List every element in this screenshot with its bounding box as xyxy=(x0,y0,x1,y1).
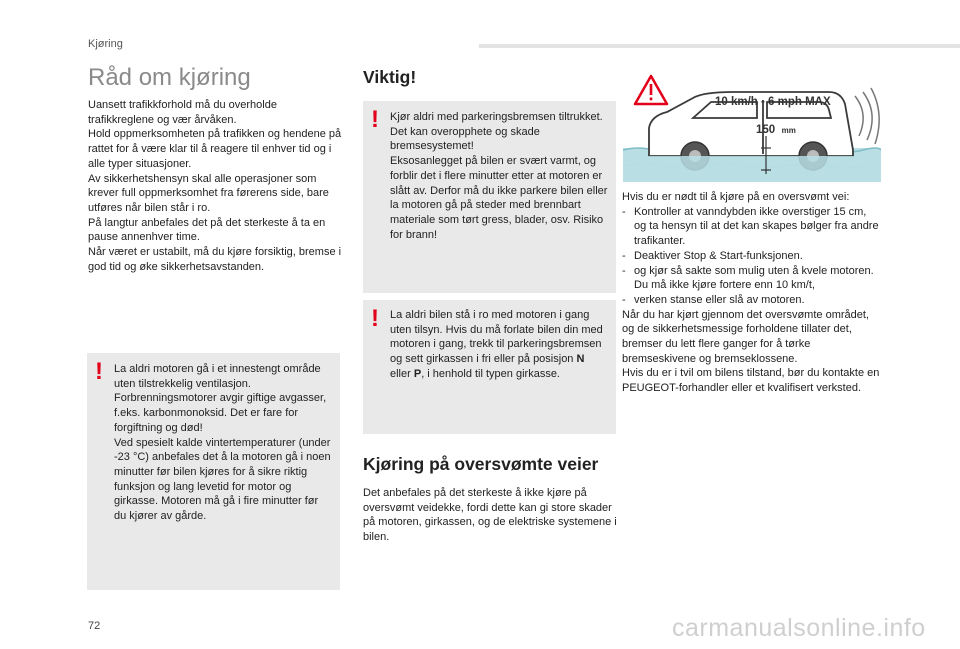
warning-triangle-icon xyxy=(635,76,667,104)
gear-n: N xyxy=(576,353,585,366)
warning-box-engine xyxy=(87,353,340,590)
section-label: Kjøring xyxy=(88,38,123,50)
warning-paragraph: Eksosanlegget på bilen er svært varmt, og forblir det i flere minutter etter at motoren er slått av. Derfor må du ikke parkere bilen eller la motoren gå på steder med brennbart materiale som tørt gress, blader, osv. Risiko for brann! xyxy=(390,155,608,241)
speed-label: 10 km/h - 6 mph MAX xyxy=(715,96,831,108)
list-item: - og kjør så sakte som mulig uten å kvele motoren. Du må ikke kjøre fortere enn 10 km/t, xyxy=(622,264,874,292)
warning-text xyxy=(390,110,608,242)
page-title: Råd om kjøring xyxy=(88,64,251,91)
page-number: 72 xyxy=(88,620,101,632)
bullet-marker: - xyxy=(622,264,626,277)
flood-illustration xyxy=(623,70,881,182)
warning-paragraph: La aldri bilen stå i ro med motoren i gang uten tilsyn. Hvis du må forlate bilen din med motoren i gang, trekk til parkeringsbremsen og sett girkassen i fri eller på posisjon N eller P, i henhold til typen girkasse. xyxy=(390,309,603,380)
flood-outro-paragraph: Når du har kjørt gjennom det oversvømte området, og de sikkerhetsmessige forholdene tillater det, bremser du lett flere ganger for å tørke bremseskivene og bremseklossene. xyxy=(622,308,869,365)
flood-heading: Kjøring på oversvømte veier xyxy=(363,454,599,474)
bullet-marker: - xyxy=(622,293,626,306)
depth-value: 150 xyxy=(756,124,776,136)
warning-paragraph: Ved spesielt kalde vintertemperaturer (under -23 °C) anbefales det å la motoren gå i noen minutter før bilen kjøres for å sikre riktig funksjon og lang levetid for motor og girkasse. Motoren må gå i fire minutter før du kjører av gårde. xyxy=(114,436,331,523)
warning-paragraph: Kjør aldri med parkeringsbremsen tiltrukket. Det kan overopphete og skade bremsesystemet! xyxy=(390,111,603,153)
important-heading: Viktig! xyxy=(363,67,417,87)
list-item: - Deaktiver Stop & Start-funksjonen. xyxy=(622,249,803,262)
depth-unit: mm xyxy=(781,126,796,135)
bullet-marker: - xyxy=(622,249,626,262)
warning-text xyxy=(114,362,332,524)
warning-box-brakes xyxy=(363,101,616,293)
section-bar xyxy=(479,44,960,48)
intro-paragraph: Hold oppmerksomheten på trafikken og hendene på rattet for å være klar til å reagere til enhver tid og i alle typer situasjoner. xyxy=(88,128,342,170)
intro-text xyxy=(88,98,344,274)
list-item: - Kontroller at vanndybden ikke overstiger 15 cm, og ta hensyn til at det kan skapes bølger fra andre trafikanter. xyxy=(622,205,879,248)
flood-instructions xyxy=(622,190,880,396)
motion-lines-icon xyxy=(855,88,879,144)
warning-icon: ! xyxy=(371,106,379,133)
intro-paragraph: På langtur anbefales det på det sterkeste å ta en pause annenhver time. xyxy=(88,216,326,244)
warning-icon: ! xyxy=(95,358,103,385)
intro-paragraph: Når været er ustabilt, må du kjøre forsiktig, bremse i god tid og øke sikkerhetsavstanden. xyxy=(88,246,342,273)
bullet-marker: - xyxy=(622,205,626,218)
flood-bullet-list xyxy=(622,205,880,308)
intro-paragraph: Av sikkerhetshensyn skal alle operasjoner som krever full oppmerksomhet fra førerens side, bare utføres når bilen står i ro. xyxy=(88,172,329,214)
warning-text xyxy=(390,308,608,382)
gear-p: P xyxy=(413,367,422,380)
list-item: - verken stanse eller slå av motoren. xyxy=(622,293,805,306)
warning-box-idle xyxy=(363,300,616,434)
flood-outro-paragraph: Hvis du er i tvil om bilens tilstand, bør du kontakte en PEUGEOT-forhandler eller et kvalifisert verksted. xyxy=(622,367,880,395)
watermark: carmanualsonline.info xyxy=(672,614,926,642)
flood-intro: Det anbefales på det sterkeste å ikke kjøre på oversvømt veidekke, fordi dette kan gi store skader på motoren, girkassen, og de elektriske systemene i bilen. xyxy=(363,487,617,544)
warning-icon: ! xyxy=(371,305,379,332)
intro-paragraph: Uansett trafikkforhold må du overholde trafikkreglene og vær årvåken. xyxy=(88,99,277,126)
flood-intro-line: Hvis du er nødt til å kjøre på en oversvømt vei: xyxy=(622,191,850,203)
warning-paragraph: La aldri motoren gå i et innestengt område uten tilstrekkelig ventilasjon. Forbrenningsmotorer avgir giftige avgasser, f.eks. karbonmonoksid. Det er fare for forgiftning og død! xyxy=(114,363,327,434)
water-overlay xyxy=(623,156,881,182)
